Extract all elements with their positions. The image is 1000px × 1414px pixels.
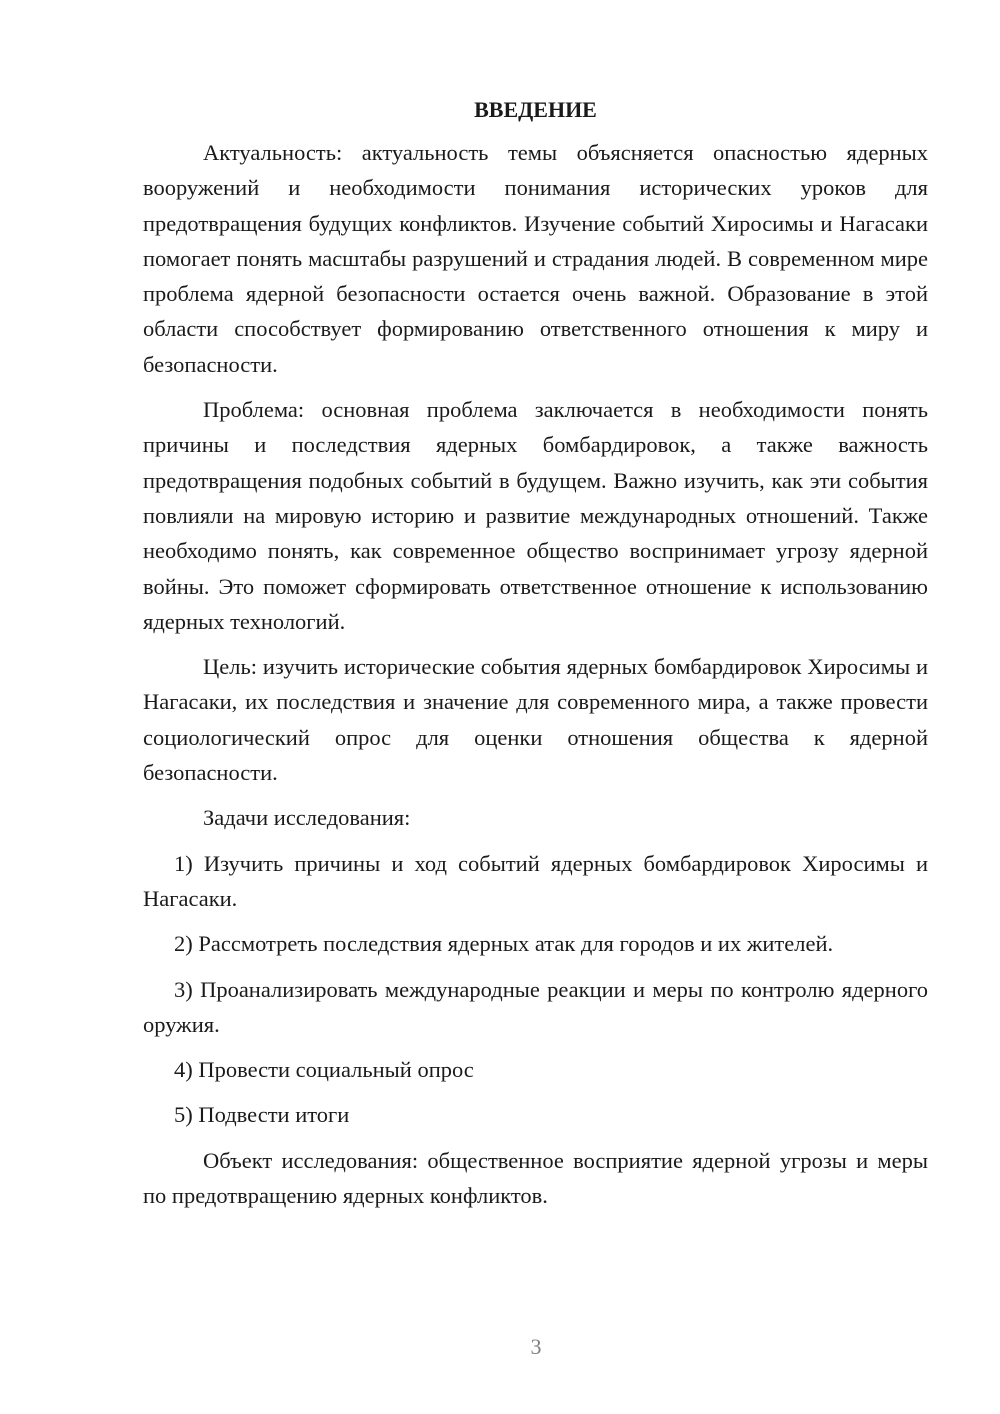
tasks-heading: Задачи исследования: <box>203 805 411 831</box>
object-paragraph: Объект исследования: общественное восприятие ядерной угрозы и меры по предотвращению ядерных конфликтов. <box>143 1147 928 1209</box>
section-title: ВВЕДЕНИЕ <box>474 97 597 122</box>
task-item-2: 2) Рассмотреть последствия ядерных атак для городов и их жителей. <box>174 931 834 957</box>
task-item-4: 4) Провести социальный опрос <box>174 1057 474 1083</box>
problem-paragraph: Проблема: основная проблема заключается в необходимости понять причины и последствия ядерных бомбардировок, а также важность предотвращения подобных событий в будущем. Важно изучить, как эти события повлияли на мировую историю и развитие международных отношений. Также необходимо понять, как современное общество воспринимает угрозу ядерной войны. Это поможет сформировать ответственное отношение к использованию ядерных технологий. <box>143 397 928 634</box>
document-body <box>143 95 928 1223</box>
task-item-3: 3) Проанализировать международные реакции и меры по контролю ядерного оружия. <box>143 976 928 1037</box>
relevance-paragraph: Актуальность: актуальность темы объясняется опасностью ядерных вооружений и необходимости понимания исторических уроков для предотвращения будущих конфликтов. Изучение событий Хиросимы и Нагасаки помогает понять масштабы разрушений и страдания людей. В современном мире проблема ядерной безопасности остается очень важной. Образование в этой области способствует формированию ответственного отношения к миру и безопасности. <box>143 140 928 377</box>
task-item-1: 1) Изучить причины и ход событий ядерных бомбардировок Хиросимы и Нагасаки. <box>143 850 928 911</box>
page-number: 3 <box>530 1334 542 1359</box>
task-item-5: 5) Подвести итоги <box>174 1102 350 1128</box>
goal-paragraph: Цель: изучить исторические события ядерных бомбардировок Хиросимы и Нагасаки, их последствия и значение для современного мира, а также провести социологический опрос для оценки отношения общества к ядерной безопасности. <box>143 654 928 786</box>
